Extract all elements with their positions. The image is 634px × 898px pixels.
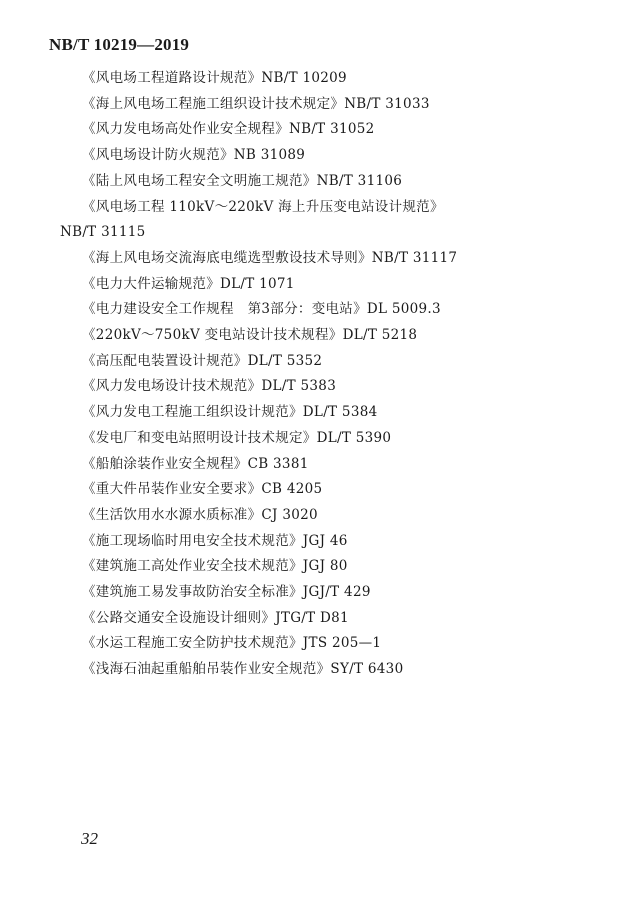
reference-item-wrapped bbox=[60, 195, 560, 246]
page-number: 32 bbox=[81, 829, 98, 848]
reference-item: 《浅海石油起重船舶吊装作业安全规范》SY/T 6430 bbox=[82, 661, 404, 678]
reference-item: 《海上风电场交流海底电缆选型敷设技术导则》NB/T 31117 bbox=[82, 249, 458, 266]
reference-item-title: 《风电场工程 110kV～220kV 海上升压变电站设计规范》 bbox=[82, 198, 444, 215]
reference-item: 《陆上风电场工程安全文明施工规范》NB/T 31106 bbox=[82, 172, 403, 189]
reference-item: 《生活饮用水水源水质标准》CJ 3020 bbox=[82, 506, 318, 523]
reference-item: 《海上风电场工程施工组织设计技术规定》NB/T 31033 bbox=[82, 95, 430, 112]
reference-item: 《施工现场临时用电安全技术规范》JGJ 46 bbox=[82, 532, 348, 549]
reference-item: 《重大件吊装作业安全要求》CB 4205 bbox=[82, 481, 323, 498]
reference-item: 《船舶涂装作业安全规程》CB 3381 bbox=[82, 455, 309, 472]
reference-item: 《电力建设安全工作规程 第3部分：变电站》DL 5009.3 bbox=[82, 301, 441, 318]
reference-item: 《建筑施工高处作业安全技术规范》JGJ 80 bbox=[82, 558, 348, 575]
reference-item: 《水运工程施工安全防护技术规范》JTS 205—1 bbox=[82, 635, 382, 652]
reference-item: 《发电厂和变电站照明设计技术规定》DL/T 5390 bbox=[82, 429, 392, 446]
reference-item: 《公路交通安全设施设计细则》JTG/T D81 bbox=[82, 609, 349, 626]
normative-references-list bbox=[60, 66, 560, 683]
reference-item: 《风力发电场设计技术规范》DL/T 5383 bbox=[82, 378, 337, 395]
reference-item: 《风力发电工程施工组织设计规范》DL/T 5384 bbox=[82, 404, 378, 421]
reference-item: 《风电场工程道路设计规范》NB/T 10209 bbox=[82, 70, 347, 86]
document-code-header: NB/T 10219—2019 bbox=[49, 35, 190, 54]
reference-item-code-continuation: NB/T 31115 bbox=[60, 224, 146, 241]
reference-item: 《建筑施工易发事故防治安全标准》JGJ/T 429 bbox=[82, 584, 371, 601]
reference-item: 《风电场设计防火规范》NB 31089 bbox=[82, 147, 306, 164]
reference-item: 《高压配电装置设计规范》DL/T 5352 bbox=[82, 352, 323, 369]
reference-item: 《风力发电场高处作业安全规程》NB/T 31052 bbox=[82, 121, 375, 138]
reference-item: 《电力大件运输规范》DL/T 1071 bbox=[82, 275, 295, 292]
reference-item: 《220kV～750kV 变电站设计技术规程》DL/T 5218 bbox=[82, 327, 418, 344]
